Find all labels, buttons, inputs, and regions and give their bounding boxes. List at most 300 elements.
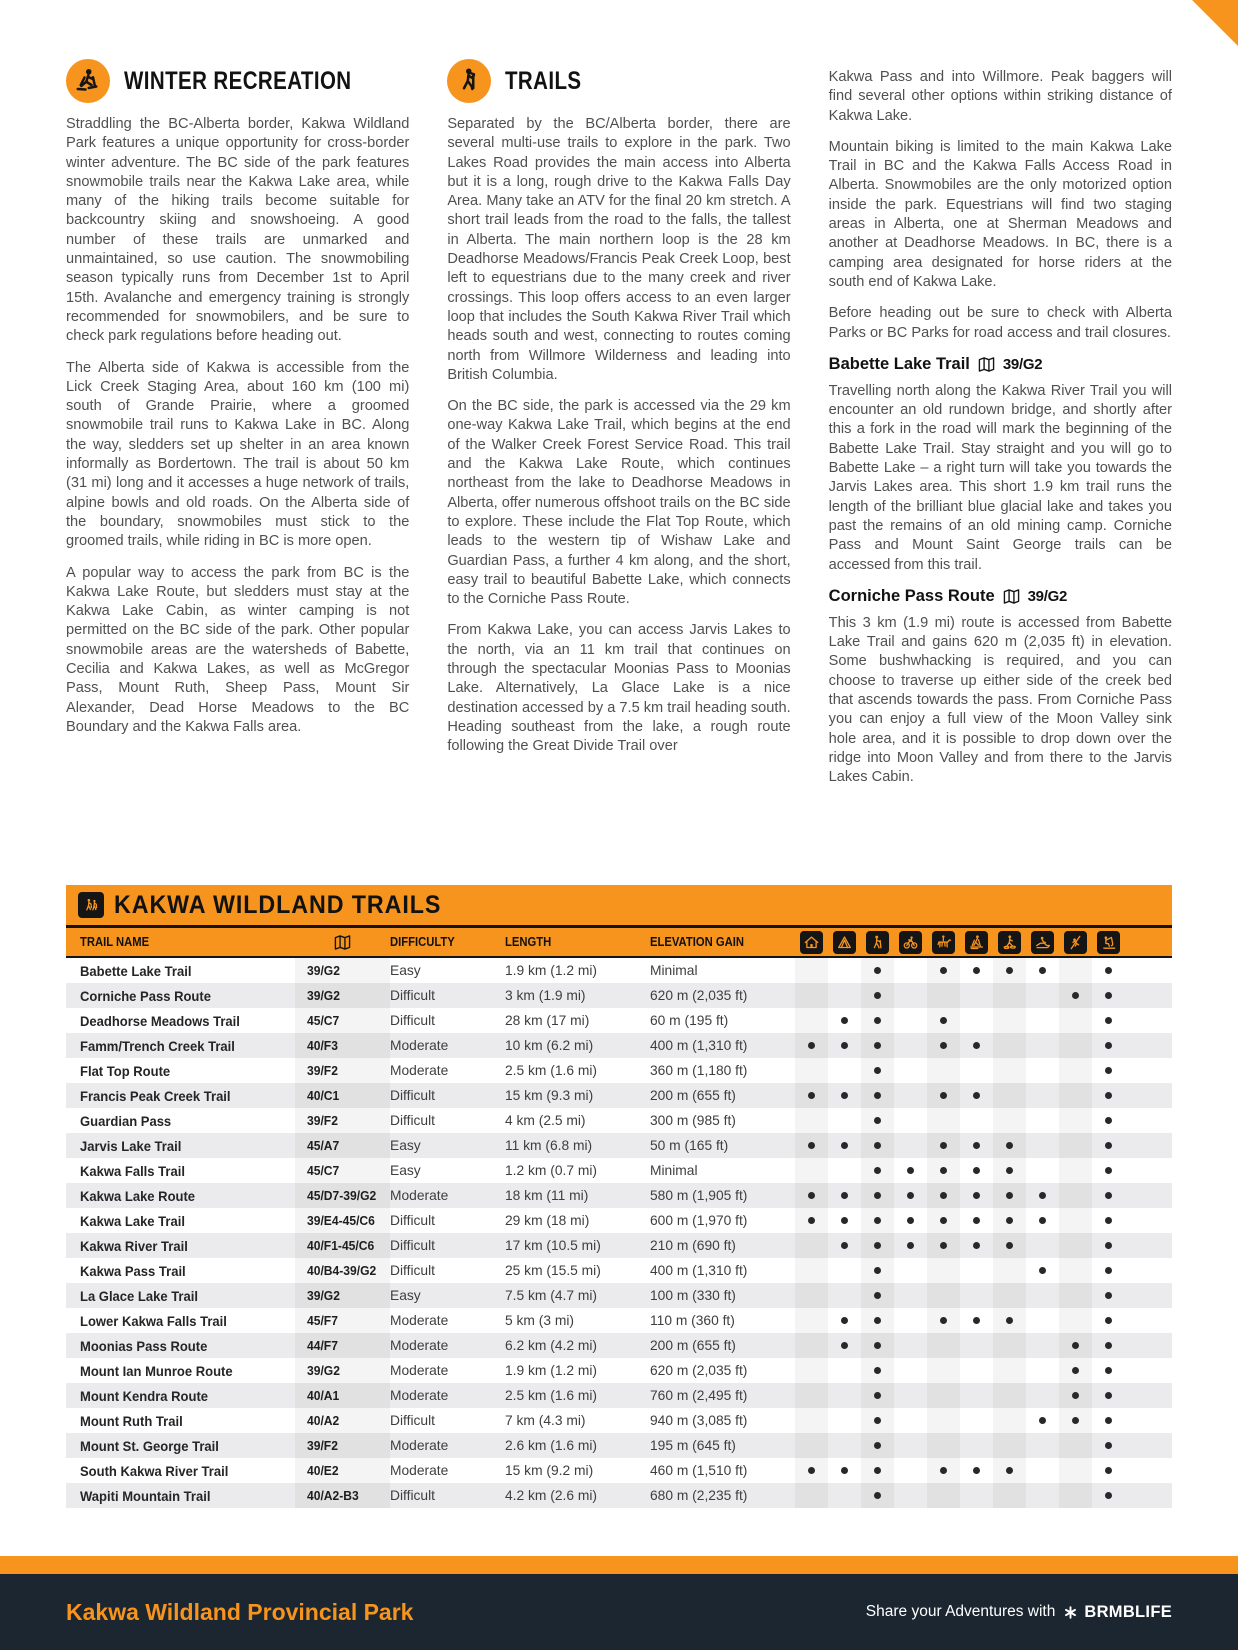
trails-section [447,58,790,878]
activity-dot [1105,1442,1112,1449]
activity-cell-camping [828,1208,861,1233]
activity-dot [940,1017,947,1024]
activity-cell-fishing [1092,1283,1125,1308]
row-spacer [1125,1383,1172,1408]
footer-bar [0,1574,1238,1650]
continuation-paragraph: Before heading out be sure to check with Alberta Parks or BC Parks for road access and trail closures. [828,305,1172,341]
trail-name-cell: Guardian Pass [80,1112,172,1129]
row-spacer [1125,1058,1172,1083]
elevation-cell: 760 m (2,495 ft) [650,1388,748,1403]
activity-cell-hiking [861,1383,894,1408]
activity-dot [841,1242,848,1249]
length-cell: 6.2 km (4.2 mi) [505,1338,597,1353]
activity-cell-fishing [1092,1208,1125,1233]
map-reference: 39/G2 [1002,355,1043,373]
elevation-cell: 200 m (655 ft) [650,1338,736,1353]
length-cell: 2.5 km (1.6 mi) [505,1063,597,1078]
table-row [66,1283,1172,1308]
activity-cell-cabin [795,1108,828,1133]
length-cell: 28 km (17 mi) [505,1013,590,1028]
activity-cell-snowshoeing [993,1058,1026,1083]
activity-cell-mountain-biking [894,1258,927,1283]
map-ref-cell: 40/A1 [295,1383,390,1408]
activity-cell-camping [828,1008,861,1033]
activity-cell-climbing [1059,1033,1092,1058]
length-cell: 3 km (1.9 mi) [505,988,586,1003]
activity-cell-hiking [861,1408,894,1433]
elevation-cell: 680 m (2,235 ft) [650,1488,748,1503]
activity-cell-hiking [861,1208,894,1233]
activity-dot [1105,1317,1112,1324]
map-icon [977,355,996,374]
elevation-cell: 210 m (690 ft) [650,1238,736,1253]
activity-cell-horseback-riding [927,1383,960,1408]
difficulty-cell: Difficult [390,1488,435,1503]
activity-cell-snowshoeing [993,1483,1026,1508]
activity-cell-hiking [861,1258,894,1283]
row-spacer [1125,1483,1172,1508]
activity-cell-snowshoeing [993,1258,1026,1283]
table-row [66,1233,1172,1258]
activity-dot [874,1367,881,1374]
activity-cell-snowmobiling [1026,1483,1059,1508]
table-row [66,1108,1172,1133]
activity-dot [940,1467,947,1474]
camping-icon [833,931,856,954]
activity-cell-cabin [795,1358,828,1383]
activity-dot [1105,1242,1112,1249]
activity-cell-hiking [861,1008,894,1033]
difficulty-cell: Difficult [390,988,435,1003]
footer-accent-stripe [0,1556,1238,1574]
activity-dot [841,1092,848,1099]
activity-cell-climbing [1059,1258,1092,1283]
table-row [66,1383,1172,1408]
activity-cell-hiking [861,1233,894,1258]
activity-cell-cross-country-skiing [960,1083,993,1108]
activity-cell-snowshoeing [993,1108,1026,1133]
activity-dot [1105,1267,1112,1274]
activity-dot [874,1167,881,1174]
activity-dot [841,1017,848,1024]
activity-cell-cross-country-skiing [960,1433,993,1458]
trail-name-cell: Kakwa Lake Trail [80,1212,185,1229]
activity-cell-camping [828,1383,861,1408]
activity-cell-camping [828,1283,861,1308]
activity-cell-snowshoeing [993,1033,1026,1058]
activity-cell-climbing [1059,1483,1092,1508]
map-ref-cell: 45/A7 [295,1133,390,1158]
row-spacer [1125,1083,1172,1108]
activity-cell-snowmobiling [1026,1083,1059,1108]
table-header-row [66,925,1172,958]
activity-cell-snowmobiling [1026,1133,1059,1158]
row-spacer [1125,1308,1172,1333]
babette-lake-trail-heading [829,355,1172,374]
difficulty-cell: Easy [390,963,421,978]
activity-cell-climbing [1059,1208,1092,1233]
activity-dot [1006,1317,1013,1324]
map-ref-cell: 40/A2-B3 [295,1483,390,1508]
activity-dot [874,1217,881,1224]
elevation-cell: 940 m (3,085 ft) [650,1413,748,1428]
activity-dot [874,1342,881,1349]
elevation-cell: 620 m (2,035 ft) [650,1363,748,1378]
trail-name-cell: South Kakwa River Trail [80,1462,229,1479]
winter-paragraph: Straddling the BC-Alberta border, Kakwa Wildland Park features a unique opportunity for cross-border winter adventure. The BC side of the park features snowmobile trails near the Kakwa Lake area, while many of the hiking trails become suitable for backcountry skiing and snowshoeing. A good number of these trails are unmarked and unmaintained, so use caution. The snowmobiling season typically runs from December 1st to April 15th. Avalanche and emergency training is strongly recommended for snowmobilers, and be sure to check park regulations before heading out. [66,116,410,345]
row-spacer [1125,1433,1172,1458]
activity-cell-hiking [861,1058,894,1083]
activity-cell-cross-country-skiing [960,958,993,983]
activity-dot [940,1242,947,1249]
length-cell: 4 km (2.5 mi) [505,1113,586,1128]
activity-cell-snowmobiling [1026,1208,1059,1233]
map-ref-cell: 44/F7 [295,1333,390,1358]
trail-name-cell: Wapiti Mountain Trail [80,1487,211,1504]
activity-cell-hiking [861,1333,894,1358]
activity-cell-climbing [1059,1058,1092,1083]
activity-cell-cabin [795,1433,828,1458]
map-ref-cell: 40/A2 [295,1408,390,1433]
continuation-paragraph: Kakwa Pass and into Willmore. Peak baggers will find several other options within striking distance of Kakwa Lake. [828,69,1172,124]
activity-dot [907,1167,914,1174]
activity-cell-cabin [795,1158,828,1183]
activity-cell-snowmobiling [1026,1383,1059,1408]
elevation-cell: 60 m (195 ft) [650,1013,729,1028]
activity-dot [1105,1142,1112,1149]
winter-recreation-header [66,58,409,104]
trail-name-cell: Corniche Pass Route [80,987,211,1004]
trail-name-cell: Moonias Pass Route [80,1337,208,1354]
activity-dot [1105,1342,1112,1349]
activity-dot [940,967,947,974]
elevation-cell: 580 m (1,905 ft) [650,1188,748,1203]
difficulty-cell: Moderate [390,1463,449,1478]
activity-dot [874,1192,881,1199]
table-row [66,1483,1172,1508]
fishing-icon [1097,931,1120,954]
activity-cell-snowmobiling [1026,1283,1059,1308]
activity-cell-camping [828,1183,861,1208]
length-cell: 25 km (15.5 mi) [505,1263,601,1278]
activity-cell-snowmobiling [1026,1458,1059,1483]
elevation-cell: 50 m (165 ft) [650,1138,729,1153]
activity-cell-horseback-riding [927,1408,960,1433]
activity-cell-snowshoeing [993,1308,1026,1333]
row-spacer [1125,1158,1172,1183]
activity-dot [1105,967,1112,974]
row-spacer [1125,1233,1172,1258]
activity-cell-hiking [861,1308,894,1333]
activity-cell-cross-country-skiing [960,1483,993,1508]
activity-cell-cross-country-skiing [960,1458,993,1483]
activity-dot [940,1142,947,1149]
activity-cell-camping [828,958,861,983]
activity-dot [874,1492,881,1499]
activity-dot [940,1092,947,1099]
activity-column-camping [828,928,861,956]
row-spacer [1125,1258,1172,1283]
activity-cell-cross-country-skiing [960,1108,993,1133]
activity-cell-snowmobiling [1026,1058,1059,1083]
activity-dot [1105,1367,1112,1374]
cross-country-skiing-icon [965,931,988,954]
table-row [66,1358,1172,1383]
activity-cell-fishing [1092,1383,1125,1408]
activity-cell-camping [828,1483,861,1508]
activity-cell-snowmobiling [1026,983,1059,1008]
activity-cell-hiking [861,1158,894,1183]
activity-cell-fishing [1092,1483,1125,1508]
trail-name-cell: Jarvis Lake Trail [80,1137,182,1154]
activity-cell-cabin [795,983,828,1008]
activity-dot [1072,1342,1079,1349]
snowmobiling-icon [1031,931,1054,954]
row-spacer [1125,1358,1172,1383]
activity-dot [874,1067,881,1074]
activity-cell-camping [828,1308,861,1333]
difficulty-cell: Easy [390,1288,421,1303]
table-row [66,1008,1172,1033]
row-spacer [1125,1208,1172,1233]
difficulty-cell: Moderate [390,1313,449,1328]
activity-column-horseback-riding [927,928,960,956]
activity-cell-hiking [861,1083,894,1108]
activity-cell-climbing [1059,1433,1092,1458]
map-ref-cell: 45/D7-39/G2 [295,1183,390,1208]
activity-cell-cross-country-skiing [960,1308,993,1333]
table-row [66,1308,1172,1333]
activity-column-snowshoeing [993,928,1026,956]
activity-cell-hiking [861,983,894,1008]
activity-cell-fishing [1092,1233,1125,1258]
map-ref-cell: 40/F1-45/C6 [295,1233,390,1258]
snowshoeing-icon [998,931,1021,954]
activity-cell-mountain-biking [894,1408,927,1433]
activity-cell-camping [828,1158,861,1183]
activity-cell-snowmobiling [1026,1108,1059,1133]
row-spacer [1125,1183,1172,1208]
activity-dot [973,1167,980,1174]
difficulty-cell: Moderate [390,1388,449,1403]
difficulty-cell: Moderate [390,1438,449,1453]
activity-cell-horseback-riding [927,1083,960,1108]
length-cell: 4.2 km (2.6 mi) [505,1488,597,1503]
activity-dot [874,1092,881,1099]
horseback-riding-icon [932,931,955,954]
activity-cell-mountain-biking [894,1158,927,1183]
trails-title: TRAILS [505,66,582,95]
activity-dot [1072,1392,1079,1399]
elevation-cell: 460 m (1,510 ft) [650,1463,748,1478]
map-ref-cell: 39/F2 [295,1108,390,1133]
activity-cell-horseback-riding [927,1208,960,1233]
activity-dot [973,1042,980,1049]
activity-cell-cabin [795,958,828,983]
length-cell: 11 km (6.8 mi) [505,1138,593,1153]
activity-cell-cross-country-skiing [960,1133,993,1158]
activity-cell-cabin [795,1258,828,1283]
activity-dot [973,1317,980,1324]
activity-cell-snowmobiling [1026,1233,1059,1258]
activity-cell-snowshoeing [993,1233,1026,1258]
activity-cell-cross-country-skiing [960,1258,993,1283]
trails-continuation-section [829,58,1172,878]
activity-cell-snowshoeing [993,1083,1026,1108]
activity-cell-horseback-riding [927,1483,960,1508]
trails-paragraph: Separated by the BC/Alberta border, there are several multi-use trails to explore in the park. Two Lakes Road provides the main access into Alberta but it is a long, rough drive to the Kakwa Falls Day Area. Many take an ATV for the final 20 km stretch. A short trail leads from the road to the falls, the tallest in Alberta. The main northern loop is the 28 km Deadhorse Meadows/Francis Peak Creek Loop, best left to equestrians due to the many creek and river crossings. This loop offers access to an even larger loop that includes the South Kakwa River Trail which heads south and west, connecting to routes coming north from Willmore Wilderness and leading into British Columbia. [447,116,791,383]
elevation-cell: 400 m (1,310 ft) [650,1263,748,1278]
activity-cell-fishing [1092,1458,1125,1483]
activity-cell-mountain-biking [894,1433,927,1458]
page-corner-accent [1192,0,1238,46]
activity-cell-fishing [1092,983,1125,1008]
activity-cell-camping [828,1358,861,1383]
activity-cell-mountain-biking [894,1083,927,1108]
activity-cell-snowmobiling [1026,1408,1059,1433]
activity-dot [973,1242,980,1249]
activity-cell-hiking [861,1458,894,1483]
trail-name-cell: Lower Kakwa Falls Trail [80,1312,227,1329]
trail-name-cell: Kakwa Pass Trail [80,1262,186,1279]
babette-body: Travelling north along the Kakwa River Trail you will encounter an old rundown bridge, and shortly after this a fork in the road will mark the beginning of the Babette Lake Trail. Stay straight and you will go to Babette Lake – a right turn will take you towards the Jarvis Lakes area. This short 1.9 km trail runs the length of the brilliant blue glacial lake and takes you past the remains of an old mining camp. Corniche Pass and Mount Saint George trails can be accessed from this trail. [828,382,1172,573]
elevation-cell: 360 m (1,180 ft) [650,1063,748,1078]
activity-dot [808,1192,815,1199]
activity-cell-snowshoeing [993,958,1026,983]
activity-cell-cross-country-skiing [960,1058,993,1083]
snowshoer-icon [66,59,110,103]
activity-dot [841,1217,848,1224]
activity-cell-hiking [861,1433,894,1458]
activity-dot [940,1317,947,1324]
map-reference: 39/G2 [1027,587,1067,605]
difficulty-cell: Difficult [390,1238,435,1253]
column-header-difficulty: DIFFICULTY [390,935,455,949]
activity-dot [1105,1067,1112,1074]
activity-cell-horseback-riding [927,1333,960,1358]
cabin-icon [800,931,823,954]
activity-cell-fishing [1092,1433,1125,1458]
difficulty-cell: Moderate [390,1063,449,1078]
activity-cell-camping [828,1033,861,1058]
map-ref-cell: 39/G2 [295,983,390,1008]
length-cell: 29 km (18 mi) [505,1213,590,1228]
table-row [66,1408,1172,1433]
activity-cell-snowshoeing [993,1333,1026,1358]
activity-dot [874,1467,881,1474]
activity-cell-climbing [1059,983,1092,1008]
row-spacer [1125,1108,1172,1133]
activity-cell-hiking [861,1033,894,1058]
length-cell: 10 km (6.2 mi) [505,1038,594,1053]
difficulty-cell: Moderate [390,1338,449,1353]
map-icon [295,928,390,956]
table-row [66,1133,1172,1158]
activity-dot [874,1392,881,1399]
map-ref-cell: 39/F2 [295,1058,390,1083]
map-ref-cell: 45/C7 [295,1158,390,1183]
activity-dot [940,1042,947,1049]
difficulty-cell: Easy [390,1163,421,1178]
activity-cell-horseback-riding [927,1433,960,1458]
length-cell: 2.6 km (1.6 mi) [505,1438,597,1453]
activity-cell-climbing [1059,1408,1092,1433]
activity-dot [1039,1267,1046,1274]
difficulty-cell: Difficult [390,1263,435,1278]
activity-cell-climbing [1059,1308,1092,1333]
activity-cell-climbing [1059,1233,1092,1258]
trail-name-cell: Deadhorse Meadows Trail [80,1012,240,1029]
trail-name-cell: Mount St. George Trail [80,1437,219,1454]
activity-cell-mountain-biking [894,1308,927,1333]
activity-cell-fishing [1092,1183,1125,1208]
activity-cell-snowmobiling [1026,1158,1059,1183]
activity-cell-camping [828,1258,861,1283]
trail-name-cell: Mount Kendra Route [80,1387,209,1404]
activity-dot [973,1217,980,1224]
activity-cell-mountain-biking [894,1033,927,1058]
elevation-cell: 600 m (1,970 ft) [650,1213,748,1228]
activity-cell-snowshoeing [993,1358,1026,1383]
hiking-icon [866,931,889,954]
trail-name-cell: Kakwa Falls Trail [80,1162,185,1179]
activity-column-mountain-biking [894,928,927,956]
activity-dot [1072,1417,1079,1424]
activity-cell-cabin [795,1333,828,1358]
row-spacer [1125,1333,1172,1358]
activity-cell-cross-country-skiing [960,1408,993,1433]
activity-cell-mountain-biking [894,1233,927,1258]
activity-dot [874,1242,881,1249]
activity-cell-climbing [1059,1133,1092,1158]
activity-dot [841,1192,848,1199]
subsection-title: Corniche Pass Route [828,586,995,605]
activity-dot [874,1292,881,1299]
map-ref-cell: 39/F2 [295,1433,390,1458]
activity-cell-fishing [1092,1008,1125,1033]
activity-dot [808,1217,815,1224]
row-spacer [1125,958,1172,983]
table-row [66,1183,1172,1208]
trail-name-cell: La Glace Lake Trail [80,1287,198,1304]
row-spacer [1125,1133,1172,1158]
activity-cell-cabin [795,1458,828,1483]
hikers-icon [78,892,104,918]
elevation-cell: 195 m (645 ft) [650,1438,736,1453]
activity-cell-fishing [1092,1408,1125,1433]
activity-cell-mountain-biking [894,1008,927,1033]
activity-cell-horseback-riding [927,983,960,1008]
activity-cell-mountain-biking [894,1333,927,1358]
activity-cell-snowshoeing [993,1208,1026,1233]
activity-cell-hiking [861,1108,894,1133]
activity-cell-snowshoeing [993,983,1026,1008]
activity-dot [841,1317,848,1324]
difficulty-cell: Difficult [390,1413,435,1428]
activity-cell-cross-country-skiing [960,1233,993,1258]
length-cell: 7 km (4.3 mi) [505,1413,586,1428]
activity-cell-horseback-riding [927,1058,960,1083]
activity-cell-climbing [1059,1083,1092,1108]
activity-cell-climbing [1059,1158,1092,1183]
activity-dot [1105,1042,1112,1049]
activity-cell-climbing [1059,1108,1092,1133]
difficulty-cell: Moderate [390,1038,449,1053]
activity-cell-cabin [795,1133,828,1158]
activity-dot [1105,1192,1112,1199]
length-cell: 17 km (10.5 mi) [505,1238,601,1253]
activity-column-hiking [861,928,894,956]
